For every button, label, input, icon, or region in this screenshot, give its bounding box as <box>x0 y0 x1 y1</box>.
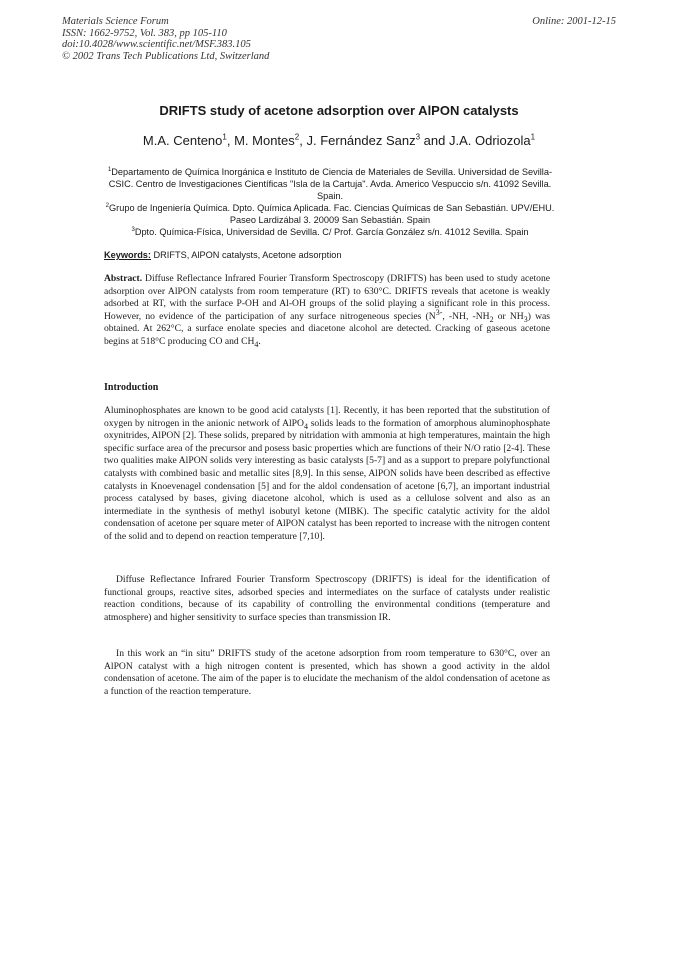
abstract-text: . <box>258 335 261 347</box>
abstract-text: , -NH, -NH <box>442 310 490 322</box>
affiliation <box>100 166 560 202</box>
abstract-sub: 2 <box>489 314 494 324</box>
online-date: Online: 2001-12-15 <box>532 16 616 27</box>
author-name: M. Montes <box>234 133 295 148</box>
paragraph-sub: 4 <box>303 421 308 431</box>
author-separator: , <box>299 133 307 148</box>
keywords-text: DRIFTS, AlPON catalysts, Acetone adsorption <box>150 250 342 260</box>
author-list <box>0 133 678 148</box>
author-separator: and <box>420 133 449 148</box>
journal-name: Materials Science Forum <box>62 16 169 27</box>
affiliation-mark: 3 <box>131 226 135 233</box>
abstract-sub: 3 <box>523 314 528 324</box>
author-name: J. Fernández Sanz <box>306 133 416 148</box>
paper-title: DRIFTS study of acetone adsorption over AlPON catalysts <box>159 103 519 118</box>
affiliation <box>100 202 560 226</box>
paragraph-text: Aluminophosphates are known to be good acid catalysts [1]. Recently, it has been reported that the substitution of oxygen by nitrogen in the anionic network of AlPO <box>104 405 550 429</box>
affiliation-mark: 1 <box>107 166 112 173</box>
affiliation-text: Grupo de Ingeniería Química. Dpto. Química Aplicada. Fac. Ciencias Químicas de San Sebastián. UPV/EHU. Paseo Lardizábal 3. 20009 San Sebastián. Spain <box>109 203 555 225</box>
copyright-line: © 2002 Trans Tech Publications Ltd, Switzerland <box>62 50 270 62</box>
abstract-sub: 4 <box>254 339 259 349</box>
keywords-label: Keywords: <box>104 250 151 260</box>
author-affil-mark: 1 <box>222 132 227 142</box>
author-name: J.A. Odriozola <box>448 133 531 148</box>
author-affil-mark: 2 <box>294 132 300 142</box>
abstract-sup: 3- <box>435 307 443 317</box>
paragraph-text: solids leads to the formation of amorphous aluminophosphate oxynitrides, AlPON [2]. These solids, prepared by nitridation with ammonia at high temperatures, maintain the high specific surface area of the precursor and posess basic properties which are functions of their N/O ratio [2-4]. These two qualities make AlPON solids very interesting as basic catalysts [5-7] and as a support to prepare polyfunctional catalysts with combined basic and metallic sites [8,9]. In this sense, AlPON solids have been described as effective catalysts in Knoevenagel condensation [5] and for the aldol condensation of acetone [6,7], an important industrial process catalysed by bases, giving diacetone alcohol, which is used as a cellulose solvent and also as an intermediate in the synthesis of methyl isobutyl ketone (MIBK). The specific catalytic activity for the aldol condensation of acetone per square meter of AlPON catalyst has been reported to increase with the nitrogen content of the solid and to depend on reaction temperature [7,10]. <box>104 417 550 542</box>
abstract-text: or NH <box>493 310 524 322</box>
author-affil-mark: 3 <box>415 132 421 142</box>
affiliations <box>100 166 560 238</box>
keywords <box>104 250 341 260</box>
journal-header <box>62 16 269 62</box>
affiliation-text: Dpto. Química-Física, Universidad de Sevilla. C/ Prof. García González s/n. 41012 Sevilla. Spain <box>134 227 529 237</box>
author-separator: , <box>226 133 235 148</box>
author-name: M.A. Centeno <box>142 133 223 148</box>
author-affil-mark: 1 <box>530 132 536 142</box>
issn-line: ISSN: 1662-9752, Vol. 383, pp 105-110 <box>62 27 227 39</box>
abstract-text: ) was obtained. At 262°C, a surface enolate species and diacetone alcohol are detected. Cracking of gaseous acetone begins at 518°C producing CO and CH <box>104 310 551 347</box>
affiliation-mark: 2 <box>105 202 110 209</box>
affiliation-text: Departamento de Química Inorgánica e Instituto de Ciencia de Materiales de Sevilla. Universidad de Sevilla-CSIC. Centro de Investigaciones Científicas "Isla de la Cartuja". Avda. Americo Vespuccio s/n. 41092 Sevilla. Spain. <box>108 167 553 201</box>
abstract-text: Diffuse Reflectance Infrared Fourier Transform Spectroscopy (DRIFTS) has been used to study acetone adsorption over AlPON catalysts from room temperature (RT) to 630°C. DRIFTS reveals that acetone is weakly adsorbed at RT, with the surface P-OH and Al-OH groups of the solid playing a significant role in this process. However, no evidence of the participation of any surface nitrogeneous species (N <box>104 273 550 322</box>
doi-line: doi:10.4028/www.scientific.net/MSF.383.105 <box>62 39 251 50</box>
intro-paragraph-2: Diffuse Reflectance Infrared Fourier Transform Spectroscopy (DRIFTS) is ideal for the identification of functional groups, reactive sites, adsorbed species and intermediates on the surface of catalysts under realistic reaction conditions, because of its capability of controlling the environmental conditions (temperature and atmosphere) and higher sensitivity to surface species than transmission IR. <box>104 574 550 623</box>
intro-paragraph-1 <box>104 405 550 544</box>
affiliation <box>100 226 560 238</box>
abstract <box>104 273 550 349</box>
section-heading: Introduction <box>104 382 159 393</box>
abstract-label: Abstract. <box>104 273 143 284</box>
intro-paragraph-3: In this work an “in situ” DRIFTS study of the acetone adsorption from room temperature to 630°C, over an AlPON catalyst with a high nitrogen content is presented, which has shown a good activity in the aldol condensation of acetone. The aim of the paper is to elucidate the mechanism of the aldol condensation of acetone as a function of the reaction temperature. <box>104 648 550 697</box>
